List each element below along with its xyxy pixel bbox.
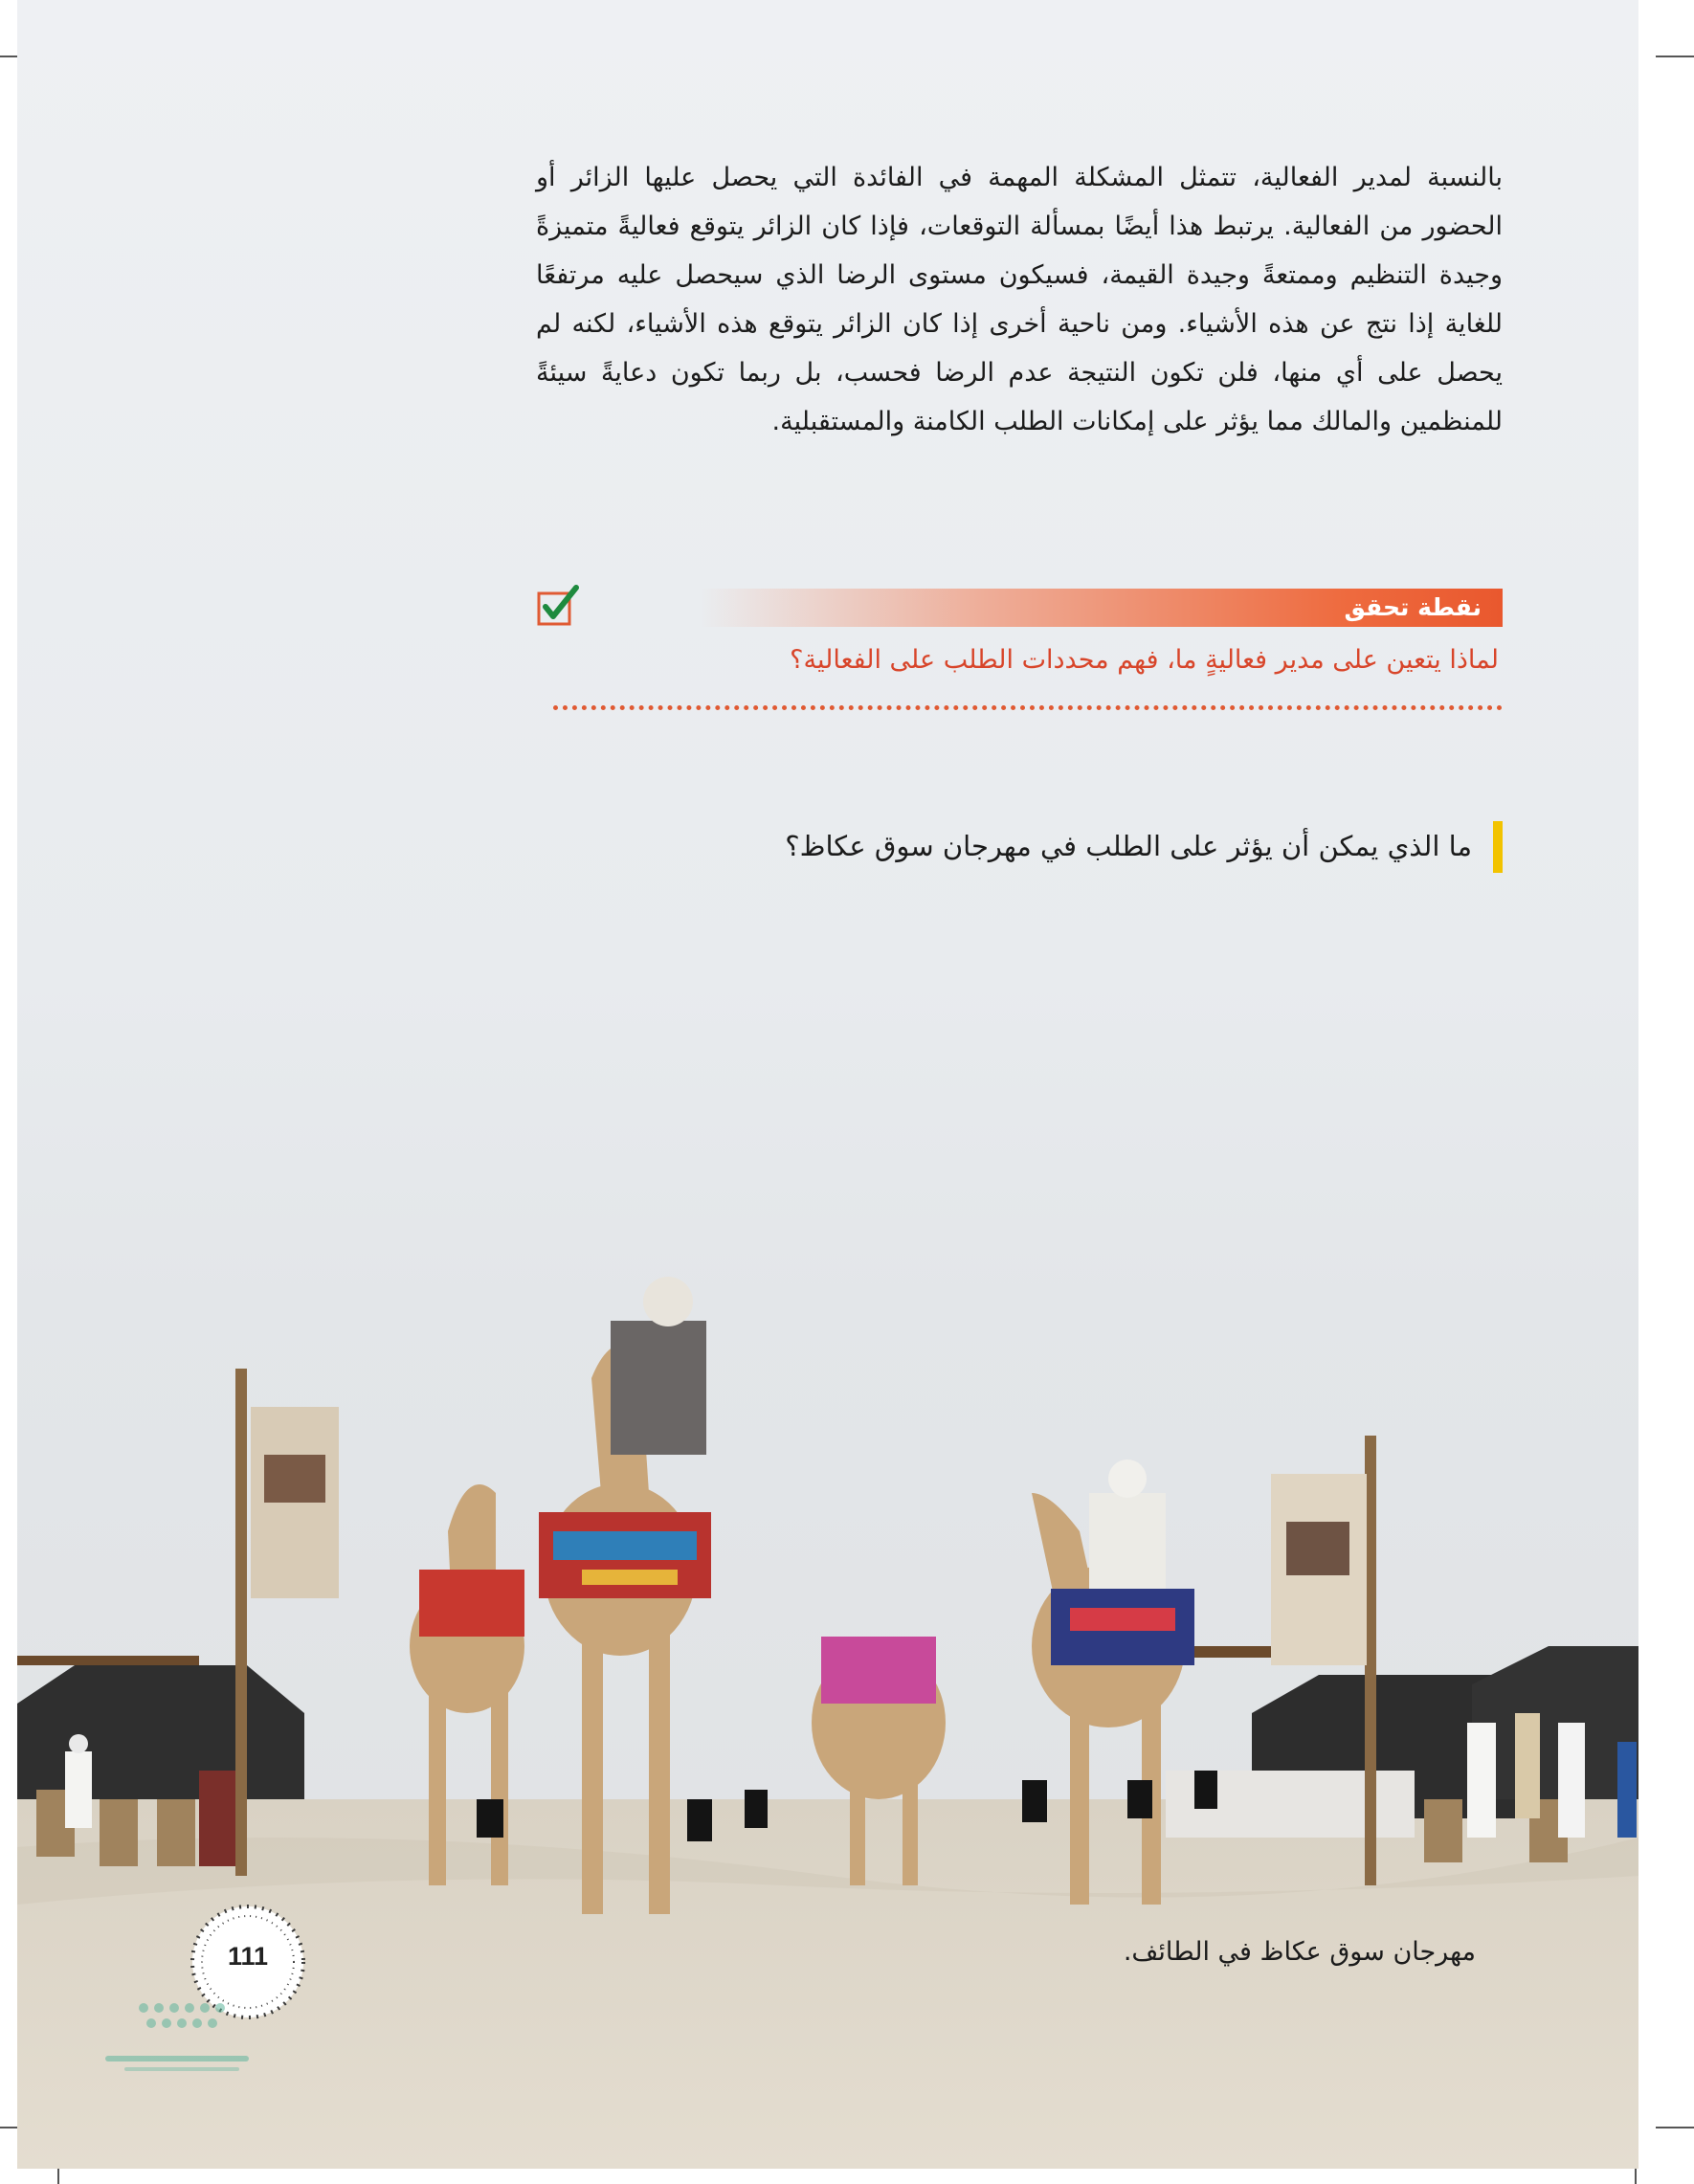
ministry-logo-watermark bbox=[105, 1989, 335, 2151]
checkpoint-question: لماذا يتعين على مدير فعاليةٍ ما، فهم محددات الطلب على الفعالية؟ bbox=[790, 645, 1499, 675]
crop-mark bbox=[1656, 56, 1694, 57]
dotted-divider bbox=[553, 705, 1503, 710]
crop-mark bbox=[1656, 2127, 1694, 2128]
checkpoint-title: نقطة تحقق bbox=[1344, 593, 1482, 621]
checkpoint-header-bar bbox=[701, 589, 1503, 627]
checkbox-checked-icon bbox=[536, 584, 580, 628]
question-marker-bar bbox=[1493, 821, 1503, 873]
page-number: 111 bbox=[227, 1942, 269, 1971]
textbook-page bbox=[17, 0, 1638, 2169]
photo-caption: مهرجان سوق عكاظ في الطائف. bbox=[1123, 1937, 1476, 1967]
body-paragraph: بالنسبة لمدير الفعالية، تتمثل المشكلة المهمة في الفائدة التي يحصل عليها الزائر أو الحضور من الفعالية. يرتبط هذا أيضًا بمسألة التوقعات، فإذا كان الزائر يتوقع فعاليةً متميزةً وجيدة التنظيم وممتعةً وجيدة القيمة، فسيكون مستوى الرضا الذي سيحصل عليه مرتفعًا للغاية إذا نتج عن هذه الأشياء. ومن ناحية أخرى إذا كان الزائر يتوقع هذه الأشياء، لكنه لم يحصل على أي منها، فلن تكون النتيجة عدم الرضا فحسب، بل ربما تكون دعايةً سيئةً للمنظمين والمالك مما يؤثر على إمكانات الطلب الكامنة والمستقبلية. bbox=[536, 163, 1503, 436]
discussion-question: ما الذي يمكن أن يؤثر على الطلب في مهرجان سوق عكاظ؟ bbox=[785, 830, 1472, 862]
